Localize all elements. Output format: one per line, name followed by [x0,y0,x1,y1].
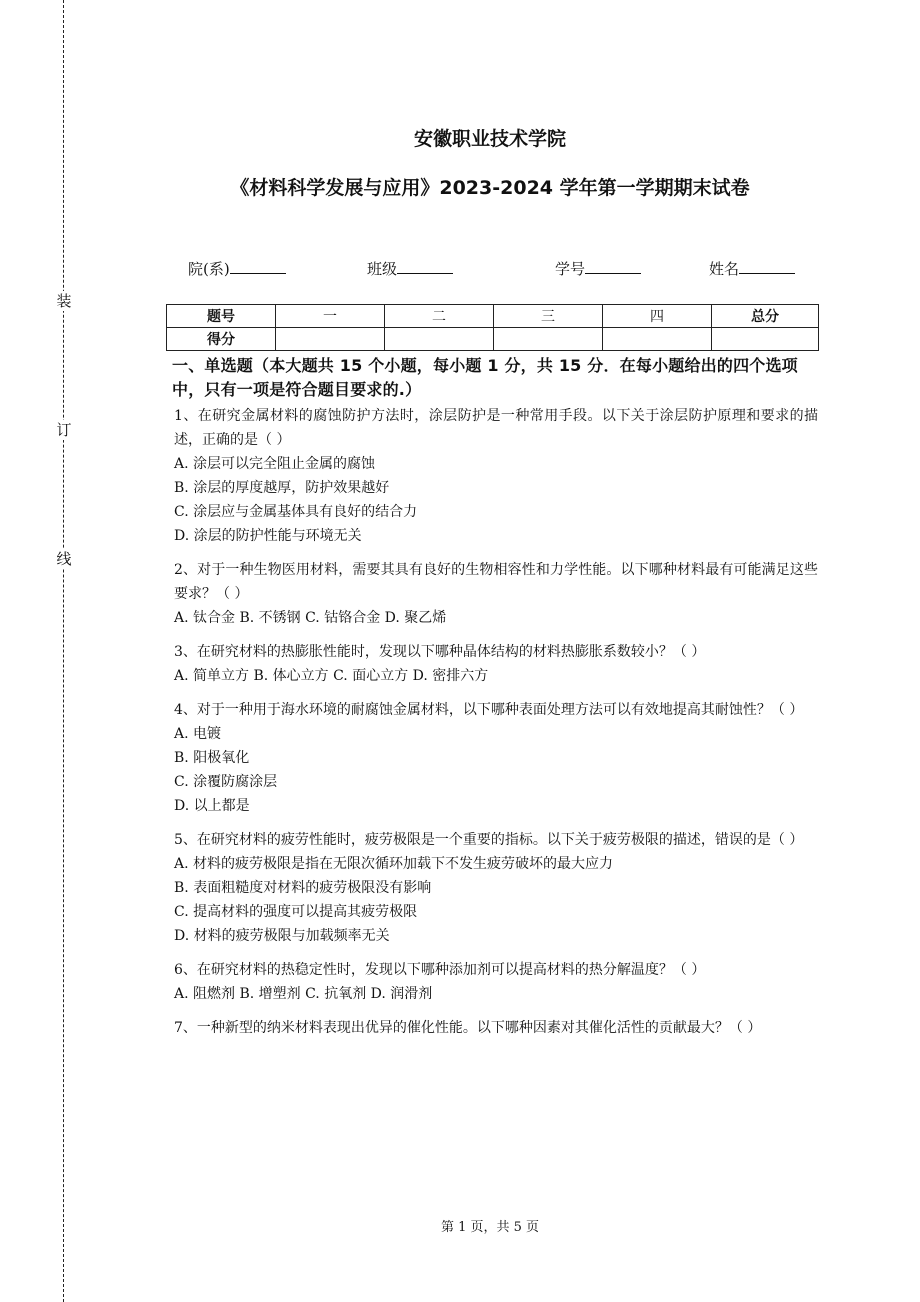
binding-char-xian: 线 [56,550,72,568]
question-option: A. 材料的疲劳极限是指在无限次循环加载下不发生疲劳破坏的最大应力 [174,856,614,872]
question-stem: 7、一种新型的纳米材料表现出优异的催化性能。以下哪种因素对其催化活性的贡献最大？（ ） [174,1020,762,1036]
score-blank-q2 [385,328,494,351]
question-list [174,404,818,1040]
question-item [174,1016,818,1040]
question-item [174,640,818,688]
question-option: C. 提高材料的强度可以提高其疲劳极限 [174,904,418,920]
question-item [174,404,818,548]
department-blank [230,259,286,274]
score-cell-q1: 一 [276,305,385,328]
question-stem: 6、在研究材料的热稳定性时，发现以下哪种添加剂可以提高材料的热分解温度？（ ） [174,962,706,978]
binding-char-zhuang: 装 [56,292,72,310]
question-option: B. 涂层的厚度越厚，防护效果越好 [174,480,390,496]
question-option: A. 电镀 [174,726,222,742]
question-stem: 2、对于一种生物医用材料，需要其具有良好的生物相容性和力学性能。以下哪种材料最有可能满足这些要求？（ ） [174,562,818,602]
score-cell-q3: 三 [494,305,603,328]
score-cell-q4: 四 [603,305,712,328]
question-stem: 3、在研究材料的热膨胀性能时，发现以下哪种晶体结构的材料热膨胀系数较小？（ ） [174,644,706,660]
page-footer: 第 1 页，共 5 页 [440,1220,540,1235]
question-option: A. 涂层可以完全阻止金属的腐蚀 [174,456,376,472]
score-cell-total: 总分 [712,305,819,328]
question-item [174,958,818,1006]
class-field [367,258,453,279]
class-blank [397,259,453,274]
binding-char-ding: 订 [56,421,72,439]
question-item [174,558,818,630]
student-id-label: 学号 [555,260,586,278]
question-option: B. 表面粗糙度对材料的疲劳极限没有影响 [174,880,432,896]
student-id-field [555,258,641,279]
name-blank [739,259,795,274]
question-stem: 4、对于一种用于海水环境的耐腐蚀金属材料，以下哪种表面处理方法可以有效地提高其耐蚀性？（ ） [174,702,804,718]
score-blank-total [712,328,819,351]
school-name: 安徽职业技术学院 [413,128,566,150]
class-label: 班级 [367,260,398,278]
score-table-header-row [167,305,819,328]
score-cell-label: 题号 [167,305,276,328]
score-table-score-row [167,328,819,351]
question-option: A. 钛合金 B. 不锈钢 C. 钴铬合金 D. 聚乙烯 [174,610,447,626]
question-option: D. 材料的疲劳极限与加载频率无关 [174,928,390,944]
question-option: A. 简单立方 B. 体心立方 C. 面心立方 D. 密排六方 [174,668,489,684]
student-id-blank [585,259,641,274]
exam-content [174,354,818,1040]
name-label: 姓名 [709,260,740,278]
question-stem: 1、在研究金属材料的腐蚀防护方法时，涂层防护是一种常用手段。以下关于涂层防护原理和要求的描述，正确的是（ ） [174,408,818,448]
score-blank-q4 [603,328,712,351]
question-option: A. 阻燃剂 B. 增塑剂 C. 抗氧剂 D. 润滑剂 [174,986,433,1002]
question-option: C. 涂覆防腐涂层 [174,774,278,790]
department-field [188,258,286,279]
score-table [166,304,819,351]
name-field [709,258,795,279]
score-row-label: 得分 [167,328,276,351]
exam-title: 《材料科学发展与应用》2023-2024 学年第一学期期末试卷 [230,177,750,199]
question-option: C. 涂层应与金属基体具有良好的结合力 [174,504,418,520]
department-label: 院(系) [188,260,230,278]
score-cell-q2: 二 [385,305,494,328]
score-blank-q1 [276,328,385,351]
section-heading: 一、单选题（本大题共 15 个小题，每小题 1 分，共 15 分．在每小题给出的四个选项中，只有一项是符合题目要求的.） [172,356,798,399]
question-option: D. 涂层的防护性能与环境无关 [174,528,362,544]
question-option: B. 阳极氧化 [174,750,250,766]
question-stem: 5、在研究材料的疲劳性能时，疲劳极限是一个重要的指标。以下关于疲劳极限的描述，错误的是（ ） [174,832,804,848]
question-item [174,828,818,948]
score-blank-q3 [494,328,603,351]
question-option: D. 以上都是 [174,798,250,814]
question-item [174,698,818,818]
